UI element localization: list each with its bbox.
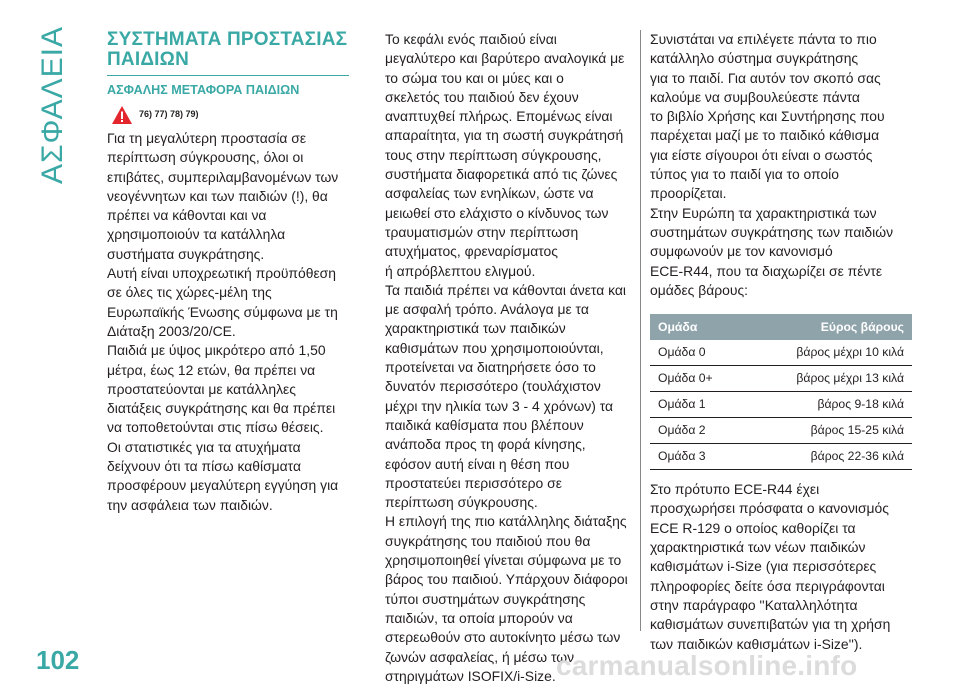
column-3 — [650, 30, 910, 654]
text-line: προσχωρήσει πρόσφατα ο κανονισμός — [650, 500, 889, 517]
references-text: 76) 77) 78) 79) — [139, 109, 199, 120]
column-header-weight-range: Εύρος βάρους — [745, 314, 912, 340]
warning-references — [111, 102, 349, 128]
text-line: προτείνεται να διατηρήσετε όσο το — [385, 359, 596, 376]
title-rule — [107, 75, 349, 76]
text-line: προορίζεται. — [650, 185, 727, 202]
text-line: Στην Ευρώπη τα χαρακτηριστικά των — [650, 204, 877, 221]
text-line: Στο πρότυπο ECE-R44 έχει — [650, 481, 820, 498]
weight-cell: βάρος μέχρι 13 κιλά — [745, 366, 912, 392]
text-line: συστήματα διαφορετικά από τις ζώνες — [385, 166, 618, 183]
weight-cell: βάρος 15-25 κιλά — [745, 418, 912, 444]
text-line: χαρακτηριστικά των νέων παιδικών — [650, 539, 866, 556]
weight-groups-table — [650, 314, 912, 470]
text-line: εφόσον αυτή είναι η θέση που — [385, 455, 570, 472]
weight-cell: βάρος 22-36 κιλά — [745, 444, 912, 470]
text-line: Για τη μεγαλύτερη προστασία σε — [107, 130, 307, 146]
text-line: ασφαλείας των ενηλίκων, ώστε να — [385, 185, 594, 202]
text-line: περίπτωση σύγκρουσης, όλοι οι — [107, 149, 304, 166]
text-line: παιδικά καθίσματα που βλέπουν — [385, 416, 584, 433]
text-line: κατάλληλο σύστημα συγκράτησης — [650, 50, 859, 67]
text-line: σκελετός του παιδιού δεν έχουν — [385, 88, 579, 105]
side-section-label: ΑΣΦΑΛΕΙΑ — [36, 25, 69, 184]
text-line: Οι στατιστικές για τα ατυχήματα — [107, 438, 301, 455]
group-cell: Ομάδα 2 — [650, 418, 745, 444]
table-row — [650, 366, 912, 392]
text-line: τραυματισμών στην περίπτωση — [385, 223, 579, 240]
text-line: Η επιλογή της πιο κατάλληλης διάταξης — [385, 513, 627, 530]
text-line: μεγαλύτερο και βαρύτερο αναλογικά με — [385, 50, 625, 67]
text-line: επιβάτες, συμπεριλαμβανομένων των — [107, 168, 339, 185]
group-cell: Ομάδα 0 — [650, 340, 745, 366]
page-number: 102 — [36, 645, 80, 675]
text-line: πρέπει να κάθονται και να — [107, 207, 267, 224]
text-line: σε όλες τις χώρες-μέλη της — [107, 284, 272, 301]
column-divider — [640, 30, 641, 631]
text-line: προστατεύει περισσότερο σε — [385, 474, 562, 491]
table-row — [650, 392, 912, 418]
side-section-tab — [36, 25, 76, 188]
text-line: Αυτή είναι υποχρεωτική προϋπόθεση — [107, 265, 336, 282]
text-line: Τα παιδιά πρέπει να κάθονται άνετα και — [385, 281, 627, 298]
text-line: διατάξεις συγκράτησης και θα πρέπει — [107, 400, 336, 417]
text-line: μέχρι την ηλικία των 3 - 4 χρόνων) τα — [385, 397, 614, 414]
text-line: συστημάτων συγκράτησης των παιδιών — [650, 223, 894, 240]
weight-cell: βάρος 9-18 κιλά — [745, 392, 912, 418]
text-line: βάρος του παιδιού. Υπάρχουν διάφοροι — [385, 571, 628, 588]
col1-paragraphs — [107, 129, 349, 515]
text-line: στερεωθούν στο αυτοκίνητο μέσω των — [385, 629, 621, 646]
column-header-group: Ομάδα — [650, 314, 745, 340]
text-line: στηριγμάτων ISOFIX/i-Size. — [385, 667, 556, 684]
text-line: το βιβλίο Χρήσης και Συντήρησης που — [650, 108, 885, 125]
text-line: καθισμάτων συνεπιβατών για τη χρήση — [650, 616, 891, 633]
table-row — [650, 340, 912, 366]
text-line: τους στην περίπτωση σύγκρουσης, — [385, 146, 602, 163]
text-line: Συνιστάται να επιλέγετε πάντα το πιο — [650, 31, 877, 47]
group-cell: Ομάδα 0+ — [650, 366, 745, 392]
text-line: ανάποδα προς τη φορά κίνησης, — [385, 436, 586, 453]
table-row — [650, 444, 912, 470]
text-line: συγκράτησης του παιδιού που θα — [385, 532, 591, 549]
text-line: δυνατόν περισσότερο (τουλάχιστον — [385, 378, 601, 395]
text-line: με ασφαλή τρόπο. Ανάλογα με τα — [385, 301, 589, 318]
text-line: την ασφάλεια των παιδιών. — [107, 496, 273, 513]
text-line: το σώμα του και οι μύες και ο — [385, 69, 564, 86]
text-line: ή απρόβλεπτου ελιγμού. — [385, 262, 536, 279]
section-title — [107, 30, 349, 69]
text-line: αναπτυχθεί πλήρως. Επομένως είναι — [385, 108, 613, 125]
text-line: συμφωνούν με τον κανονισμό — [650, 243, 833, 260]
text-line: δείχνουν ότι τα πίσω καθίσματα — [107, 458, 302, 475]
text-line: τύπος για το παιδί για το οποίο — [650, 166, 839, 183]
text-line: χαρακτηριστικά των παιδικών — [385, 320, 566, 337]
text-line: Παιδιά με ύψος μικρότερο από 1,50 — [107, 342, 326, 359]
text-line: νεογέννητων και των παιδιών (!), θα — [107, 187, 328, 204]
text-line: για είστε σίγουροι ότι είναι ο σωστός — [650, 146, 873, 163]
group-cell: Ομάδα 3 — [650, 444, 745, 470]
text-line: χρησιμοποιηθεί γίνεται σύμφωνα με το — [385, 552, 622, 569]
text-line: Το κεφάλι ενός παιδιού είναι — [385, 31, 557, 47]
text-line: προσφέρουν μεγαλύτερη εγγύηση για — [107, 477, 339, 494]
text-line: για το παιδί. Για αυτόν τον σκοπό σας — [650, 69, 881, 86]
text-line: ECE-R44, που τα διαχωρίζει σε πέντε — [650, 262, 883, 279]
text-line: καλούμε να συμβουλεύεστε πάντα — [650, 88, 860, 105]
section-title-line: ΣΥΣΤΗΜΑΤΑ ΠΡΟΣΤΑΣΙΑΣ — [107, 29, 348, 50]
text-line: καθισμάτων που χρησιμοποιούνται, — [385, 339, 604, 356]
text-line: συστήματα συγκράτησης. — [107, 245, 265, 262]
text-line: των παιδικών καθισμάτων i-Size''). — [650, 635, 863, 652]
text-line: στην παράγραφο ''Καταλληλότητα — [650, 596, 858, 613]
section-title-line: ΠΑΙΔΙΩΝ — [107, 48, 190, 70]
text-line: περίπτωση σύγκρουσης. — [385, 494, 538, 511]
text-line: μέτρα, έως 12 ετών, θα πρέπει να — [107, 361, 316, 378]
warning-triangle-icon — [111, 105, 133, 125]
table-row — [650, 418, 912, 444]
text-line: πληροφορίες δείτε όσα περιγράφονται — [650, 577, 885, 594]
text-line: καθισμάτων i-Size (για περισσότερες — [650, 558, 877, 575]
text-line: ECE R-129 ο οποίος καθορίζει τα — [650, 519, 856, 536]
text-line: ατυχήματος, φρεναρίσματος — [385, 243, 558, 260]
text-line: Διάταξη 2003/20/CE. — [107, 322, 236, 339]
column-1 — [107, 30, 349, 515]
column-2 — [385, 30, 630, 686]
text-line: παρέχεται μαζί με το παιδικό κάθισμα — [650, 127, 880, 144]
text-line: τύποι συστημάτων συγκράτησης — [385, 590, 586, 607]
text-line: ομάδες βάρους: — [650, 281, 749, 298]
text-line: προστατεύονται με κατάλληλες — [107, 380, 296, 397]
text-line: να τοποθετούνται στις πίσω θέσεις. — [107, 419, 324, 436]
text-line: Ευρωπαϊκής Ένωσης σύμφωνα με τη — [107, 303, 338, 320]
subsection-title: ΑΣΦΑΛΗΣ ΜΕΤΑΦΟΡΑ ΠΑΙΔΙΩΝ — [107, 83, 300, 97]
text-line: παιδιών, τα οποία μπορούν να — [385, 609, 573, 626]
text-line: ζωνών ασφαλείας, ή μέσω των — [385, 648, 575, 665]
weight-cell: βάρος μέχρι 10 κιλά — [745, 340, 912, 366]
table-header-row — [650, 314, 912, 340]
text-line: απαραίτητα, για τη σωστή συγκράτησή — [385, 127, 624, 144]
text-line: χρησιμοποιούν τα κατάλληλα — [107, 226, 286, 243]
watermark: carmanualsonline.info — [556, 650, 858, 681]
group-cell: Ομάδα 1 — [650, 392, 745, 418]
text-line: μειωθεί στο ελάχιστο ο κίνδυνος των — [385, 204, 609, 221]
